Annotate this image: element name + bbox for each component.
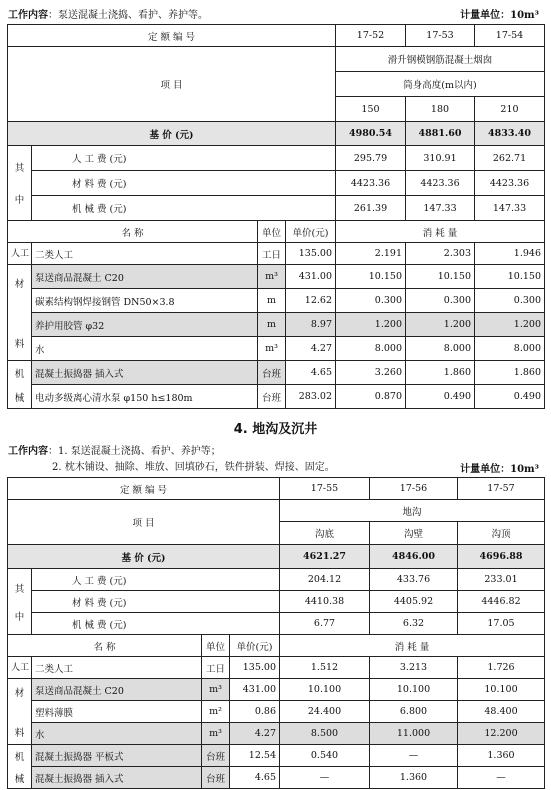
- s2-row-name: 水: [32, 723, 202, 745]
- s1-row-val: 1.200: [475, 313, 545, 337]
- s2-row-val: —: [458, 767, 545, 789]
- s1-bd-labor-1: 295.79: [336, 146, 406, 171]
- s1-height-1: 150: [336, 97, 406, 122]
- s1-row-val: 1.200: [406, 313, 475, 337]
- s1-qi-char: 其: [14, 163, 25, 174]
- s2-code-2: 17-56: [370, 478, 458, 500]
- s1-qizhong-cell: [8, 146, 32, 221]
- s2-bd-mat-1: 4410.38: [280, 591, 370, 613]
- s1-row-val: 0.300: [406, 289, 475, 313]
- s2-row-name: 二类人工: [32, 657, 202, 679]
- s2-zhong-char: 中: [14, 611, 25, 623]
- s2-row-val: 1.726: [458, 657, 545, 679]
- s1-sub-title: 筒身高度(m以内): [336, 72, 545, 97]
- s1-code-2: 17-53: [406, 25, 475, 47]
- s1-row-unit: m³: [258, 337, 286, 361]
- s1-head-consumption: 消 耗 量: [336, 221, 545, 243]
- s1-row-val: 8.000: [336, 337, 406, 361]
- s1-cat-mat-char1: 材: [14, 278, 25, 290]
- s1-work-label: 工作内容: [8, 10, 48, 21]
- s2-quota-table: [7, 477, 545, 789]
- s2-row-val: —: [280, 767, 370, 789]
- s1-base-1: 4980.54: [336, 122, 406, 146]
- s1-row-val: 10.150: [475, 265, 545, 289]
- s2-head-consumption: 消 耗 量: [280, 635, 545, 657]
- s1-row-val: 1.860: [475, 361, 545, 385]
- s1-row-unit: m: [258, 313, 286, 337]
- s1-row-unit: 工日: [258, 243, 286, 265]
- s1-height-2: 180: [406, 97, 475, 122]
- s2-row-val: 48.400: [458, 701, 545, 723]
- s1-bd-mat-1: 4423.36: [336, 171, 406, 196]
- s1-row-val: 0.300: [336, 289, 406, 313]
- s2-row-name: 混凝土振捣器 平板式: [32, 745, 202, 767]
- s2-base-3: 4696.88: [458, 545, 545, 569]
- s2-code-1: 17-55: [280, 478, 370, 500]
- s2-row-name: 混凝土振捣器 插入式: [32, 767, 202, 789]
- s2-work-text-1: ：1. 泵送混凝土浇捣、看护、养护等；: [48, 446, 221, 457]
- s2-row-unit: 台班: [202, 767, 230, 789]
- s2-sub-1: 沟底: [280, 522, 370, 545]
- s2-breakdown-labor: 人 工 费 (元): [32, 569, 280, 591]
- s1-head-price: 单价(元): [286, 221, 336, 243]
- s2-row-price: 135.00: [230, 657, 280, 679]
- s2-bd-mach-3: 17.05: [458, 613, 545, 635]
- s1-cat-machine: [8, 361, 32, 409]
- s1-head-unit: 单位: [258, 221, 286, 243]
- s2-sub-2: 沟壁: [370, 522, 458, 545]
- s2-row-val: 8.500: [280, 723, 370, 745]
- s2-cat-mach-char1: 机: [14, 751, 25, 763]
- s2-row-val: 11.000: [370, 723, 458, 745]
- s1-row-val: 1.860: [406, 361, 475, 385]
- s1-bd-mach-2: 147.33: [406, 196, 475, 221]
- s2-head-price: 单价(元): [230, 635, 280, 657]
- s2-item-label: 项 目: [8, 500, 280, 545]
- s2-row-unit: m²: [202, 701, 230, 723]
- s1-work-text: ：泵送混凝土浇捣、看护、养护等。: [48, 10, 208, 21]
- s2-bd-labor-1: 204.12: [280, 569, 370, 591]
- s1-base-2: 4881.60: [406, 122, 475, 146]
- s1-bd-mat-3: 4423.36: [475, 171, 545, 196]
- s1-row-price: 283.02: [286, 385, 336, 409]
- s2-work-text-2: 2. 枕木铺设、抽除、堆放、回填砂石，铁件拼装、焊接、固定。: [52, 462, 335, 473]
- s1-code-1: 17-52: [336, 25, 406, 47]
- s2-row-val: 1.360: [458, 745, 545, 767]
- s1-cat-mach-char1: 机: [14, 368, 25, 380]
- s1-bd-mach-3: 147.33: [475, 196, 545, 221]
- s1-row-price: 431.00: [286, 265, 336, 289]
- s1-breakdown-machine: 机 械 费 (元): [32, 196, 336, 221]
- s1-row-name: 混凝土振捣器 插入式: [32, 361, 258, 385]
- s1-row-val: 3.260: [336, 361, 406, 385]
- s1-quota-table: [7, 24, 545, 409]
- s1-row-price: 8.97: [286, 313, 336, 337]
- s2-cat-machine: [8, 745, 32, 789]
- s2-section-title: 4. 地沟及沉井: [233, 422, 318, 437]
- s1-row-val: 2.303: [406, 243, 475, 265]
- s2-row-val: —: [370, 745, 458, 767]
- s1-zhong-char: 中: [14, 195, 25, 206]
- s1-row-name: 电动多级离心清水泵 φ150 h≤180m: [32, 385, 258, 409]
- s2-cat-mach-char2: 械: [14, 773, 25, 785]
- s2-measure-unit: [460, 460, 539, 475]
- s1-unit-label: 计量单位: [460, 10, 501, 21]
- s1-cat-material: [8, 265, 32, 361]
- s2-row-val: 10.100: [370, 679, 458, 701]
- s2-row-name: 泵送商品混凝土 C20: [32, 679, 202, 701]
- s2-bd-mat-3: 4446.82: [458, 591, 545, 613]
- s2-bd-mach-1: 6.77: [280, 613, 370, 635]
- s1-row-name: 二类人工: [32, 243, 258, 265]
- s2-work-label: 工作内容: [8, 446, 48, 457]
- s2-cat-labor: 人工: [8, 657, 32, 679]
- s1-quota-label: 定 额 编 号: [8, 25, 336, 47]
- s2-row-val: 1.360: [370, 767, 458, 789]
- s1-row-name: 泵送商品混凝土 C20: [32, 265, 258, 289]
- s1-row-val: 8.000: [475, 337, 545, 361]
- s2-cat-mat-char2: 料: [14, 727, 25, 739]
- s2-row-unit: 台班: [202, 745, 230, 767]
- s2-row-unit: m³: [202, 679, 230, 701]
- s2-row-price: 4.27: [230, 723, 280, 745]
- s2-row-val: 0.540: [280, 745, 370, 767]
- s1-row-price: 4.27: [286, 337, 336, 361]
- s2-base-1: 4621.27: [280, 545, 370, 569]
- s1-breakdown-labor: 人 工 费 (元): [32, 146, 336, 171]
- s2-row-price: 12.54: [230, 745, 280, 767]
- s2-row-val: 24.400: [280, 701, 370, 723]
- s1-base-label: 基 价 (元): [8, 122, 336, 146]
- s1-row-name: 水: [32, 337, 258, 361]
- s2-breakdown-machine: 机 械 费 (元): [32, 613, 280, 635]
- s2-base-label: 基 价 (元): [8, 545, 280, 569]
- s1-row-val: 0.490: [406, 385, 475, 409]
- s1-measure-unit: [460, 6, 539, 21]
- s2-head-name: 名 称: [8, 635, 202, 657]
- s2-cat-mat-char1: 材: [14, 687, 25, 699]
- s2-row-unit: m³: [202, 723, 230, 745]
- s2-row-val: 12.200: [458, 723, 545, 745]
- s1-row-unit: 台班: [258, 361, 286, 385]
- s1-row-unit: m: [258, 289, 286, 313]
- s2-row-val: 6.800: [370, 701, 458, 723]
- s1-row-val: 0.870: [336, 385, 406, 409]
- s1-row-val: 1.200: [336, 313, 406, 337]
- s1-breakdown-material: 材 料 费 (元): [32, 171, 336, 196]
- s2-cat-material: [8, 679, 32, 745]
- s2-row-price: 4.65: [230, 767, 280, 789]
- s1-row-val: 10.150: [336, 265, 406, 289]
- s2-row-name: 塑料薄膜: [32, 701, 202, 723]
- s2-head-unit: 单位: [202, 635, 230, 657]
- s1-unit-value: ：10m³: [500, 10, 539, 21]
- s1-bd-labor-2: 310.91: [406, 146, 475, 171]
- s2-row-val: 10.100: [280, 679, 370, 701]
- s2-base-2: 4846.00: [370, 545, 458, 569]
- s1-bd-mat-2: 4423.36: [406, 171, 475, 196]
- s2-row-unit: 工日: [202, 657, 230, 679]
- s1-row-val: 8.000: [406, 337, 475, 361]
- s1-group-title: 滑升钢模钢筋混凝土烟囱: [336, 47, 545, 72]
- s2-quota-label: 定 额 编 号: [8, 478, 280, 500]
- s2-row-price: 0.86: [230, 701, 280, 723]
- s1-row-val: 2.191: [336, 243, 406, 265]
- s1-row-price: 12.62: [286, 289, 336, 313]
- s1-row-val: 0.490: [475, 385, 545, 409]
- s2-row-price: 431.00: [230, 679, 280, 701]
- s1-row-val: 0.300: [475, 289, 545, 313]
- s2-qizhong-cell: [8, 569, 32, 635]
- s1-row-name: 养护用胶管 φ32: [32, 313, 258, 337]
- s2-row-val: 10.100: [458, 679, 545, 701]
- s1-cat-mach-char2: 械: [14, 392, 25, 404]
- s2-unit-label: 计量单位: [460, 464, 501, 475]
- s1-height-3: 210: [475, 97, 545, 122]
- s2-bd-mat-2: 4405.92: [370, 591, 458, 613]
- s1-row-unit: 台班: [258, 385, 286, 409]
- s1-row-val: 10.150: [406, 265, 475, 289]
- s2-unit-value: ：10m³: [500, 464, 539, 475]
- s1-row-price: 4.65: [286, 361, 336, 385]
- s1-cat-labor: 人工: [8, 243, 32, 265]
- s2-qi-char: 其: [14, 583, 25, 595]
- s2-breakdown-material: 材 料 费 (元): [32, 591, 280, 613]
- s2-bd-mach-2: 6.32: [370, 613, 458, 635]
- s1-row-val: 1.946: [475, 243, 545, 265]
- s1-item-label: 项 目: [8, 47, 336, 122]
- s2-code-3: 17-57: [458, 478, 545, 500]
- s2-sub-3: 沟顶: [458, 522, 545, 545]
- s1-row-unit: m³: [258, 265, 286, 289]
- s2-work-content-1: [8, 442, 543, 457]
- s1-row-name: 碳素结构钢焊接钢管 DN50×3.8: [32, 289, 258, 313]
- s2-bd-labor-3: 233.01: [458, 569, 545, 591]
- s1-base-3: 4833.40: [475, 122, 545, 146]
- s1-head-name: 名 称: [8, 221, 258, 243]
- s1-cat-mat-char2: 料: [14, 338, 25, 350]
- s2-row-val: 3.213: [370, 657, 458, 679]
- s2-group-title: 地沟: [280, 500, 545, 522]
- s2-bd-labor-2: 433.76: [370, 569, 458, 591]
- s1-row-price: 135.00: [286, 243, 336, 265]
- s1-bd-mach-1: 261.39: [336, 196, 406, 221]
- s2-row-val: 1.512: [280, 657, 370, 679]
- s1-code-3: 17-54: [475, 25, 545, 47]
- s1-bd-labor-3: 262.71: [475, 146, 545, 171]
